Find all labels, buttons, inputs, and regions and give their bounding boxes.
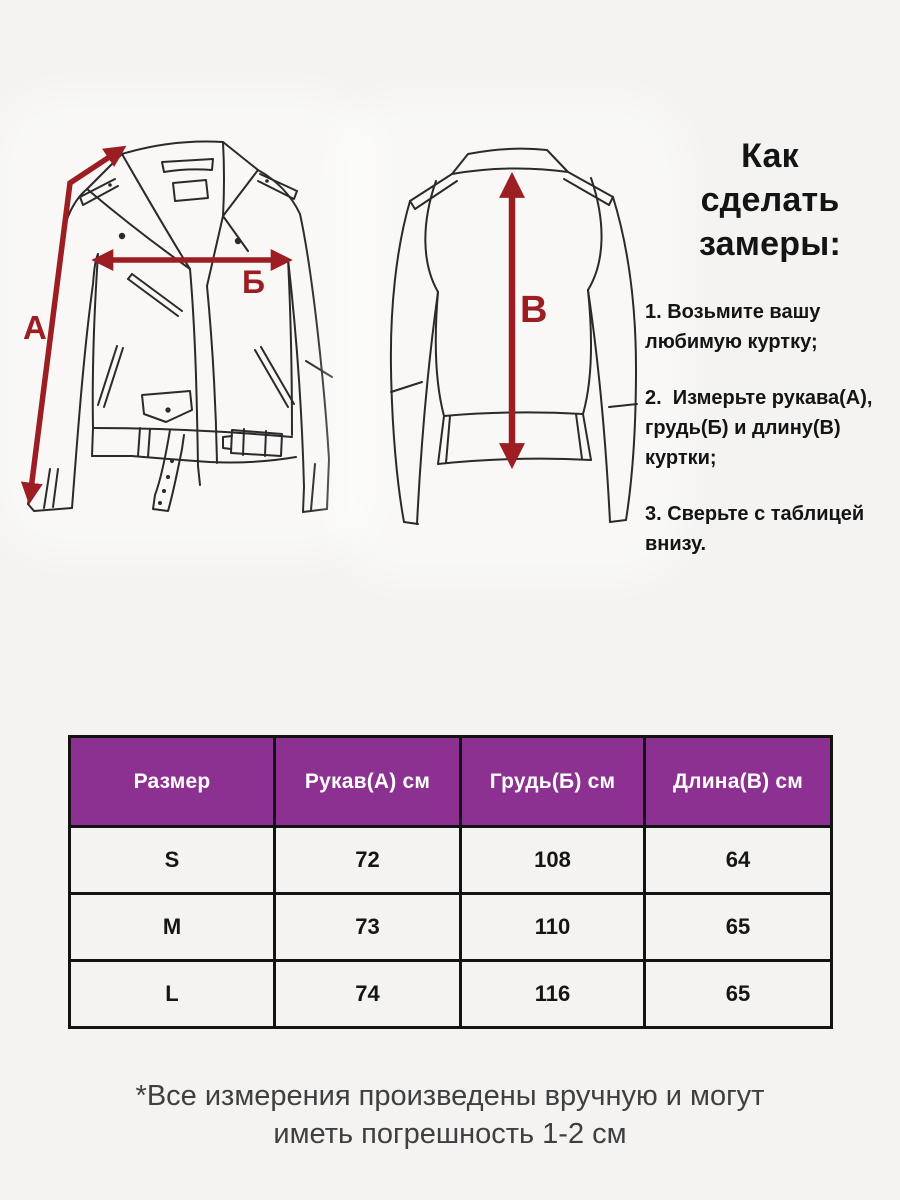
footnote: *Все измерения произведены вручную и могут иметь погрешность 1-2 см (135, 1080, 765, 1150)
instructions-panel (645, 134, 895, 585)
jacket-front-drawing (20, 118, 350, 530)
chest-measure-label: Б (242, 264, 265, 300)
table-row-l (70, 961, 832, 1028)
jacket-back-illustration (360, 123, 660, 555)
col-header-chest: Грудь(Б) см (461, 737, 645, 827)
front-measure-arrows (23, 150, 285, 497)
instruction-step-2: 2. Измерьте рукава(А), грудь(Б) и длину(В) куртки; (645, 386, 879, 469)
table-row-s (70, 827, 832, 894)
sleeve-measure-label: А (23, 309, 47, 346)
col-header-size: Размер (70, 737, 275, 827)
instructions-title: Как сделать замеры: (699, 137, 841, 264)
cell-chest: 110 (461, 894, 645, 961)
col-header-sleeve: Рукав(А) см (275, 737, 461, 827)
back-measure-arrows (512, 181, 547, 460)
size-table-header-row (70, 737, 832, 827)
col-header-length: Длина(В) см (645, 737, 832, 827)
length-measure-label: В (520, 289, 548, 331)
jacket-front-illustration (20, 118, 350, 530)
jacket-front-outline (28, 142, 332, 513)
cell-chest: 116 (461, 961, 645, 1028)
cell-size: M (70, 894, 275, 961)
cell-size: L (70, 961, 275, 1028)
cell-chest: 108 (461, 827, 645, 894)
table-row-m (70, 894, 832, 961)
cell-length: 65 (645, 894, 832, 961)
cell-length: 64 (645, 827, 832, 894)
cell-size: S (70, 827, 275, 894)
instruction-step-3: 3. Сверьте с таблицей внизу. (645, 502, 870, 555)
instruction-step-1: 1. Возьмите вашу любимую куртку; (645, 300, 826, 353)
cell-sleeve: 73 (275, 894, 461, 961)
jacket-back-drawing (360, 123, 660, 555)
cell-sleeve: 72 (275, 827, 461, 894)
cell-length: 65 (645, 961, 832, 1028)
size-table (68, 735, 833, 1029)
cell-sleeve: 74 (275, 961, 461, 1028)
